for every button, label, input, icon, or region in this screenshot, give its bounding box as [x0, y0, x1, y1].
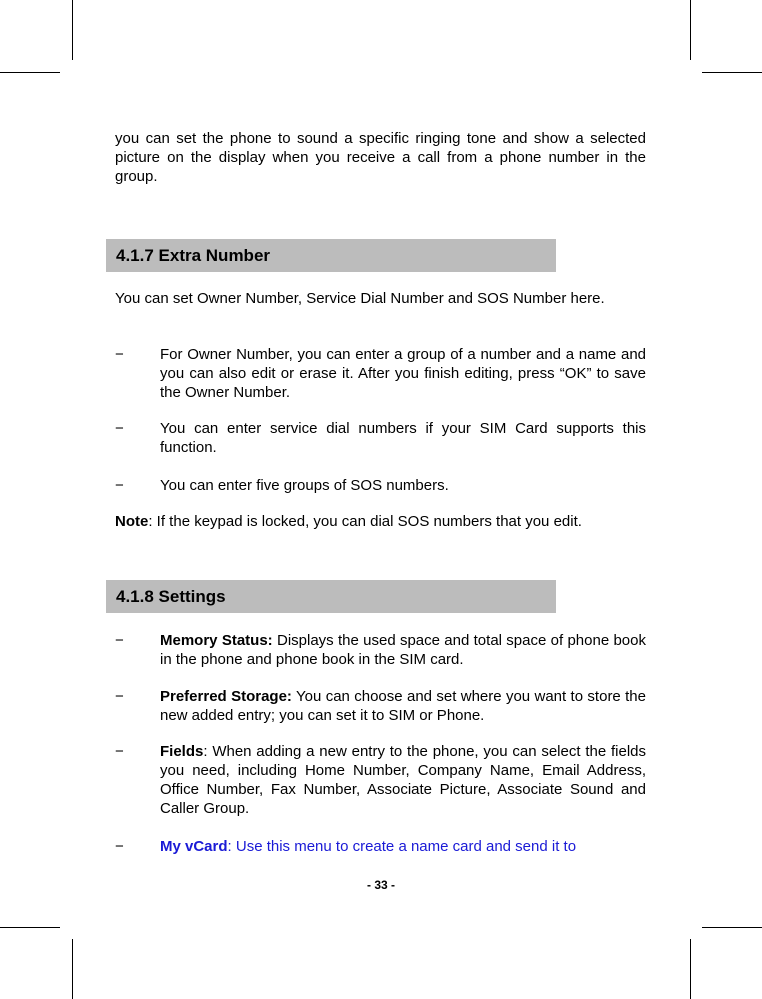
intro-paragraph: you can set the phone to sound a specific ringing tone and show a selected picture on the display when you receive a call from a phone number in the group.: [115, 130, 646, 185]
item-body: Displays the used space and total space of phone book in the phone and phone book in the SIM card.: [160, 632, 646, 668]
dash-bullet: −: [115, 477, 124, 494]
crop-mark: [702, 72, 762, 73]
note: [115, 512, 646, 531]
crop-mark: [0, 72, 60, 73]
item-body: : Use this menu to create a name card and send it to: [227, 838, 577, 855]
list-item: [115, 742, 646, 818]
crop-mark: [0, 927, 60, 928]
list-item: [115, 687, 646, 725]
dash-bullet: −: [115, 743, 124, 760]
crop-mark: [72, 0, 73, 60]
list-item: [115, 345, 646, 402]
list-item: [115, 476, 646, 495]
dash-bullet: −: [115, 420, 124, 437]
dash-bullet: −: [115, 632, 124, 649]
list-item-text: You can enter service dial numbers if your SIM Card supports this function.: [160, 420, 646, 456]
crop-mark: [690, 0, 691, 60]
crop-mark: [72, 939, 73, 999]
list-item-text: [160, 742, 646, 818]
dash-bullet: −: [115, 346, 124, 363]
dash-bullet: −: [115, 838, 124, 855]
list-item-text: [160, 837, 646, 856]
section-paragraph: You can set Owner Number, Service Dial Number and SOS Number here.: [115, 290, 605, 307]
section-heading-extra-number: 4.1.7 Extra Number: [106, 239, 556, 272]
item-label: Fields: [160, 743, 204, 760]
item-label: Memory Status:: [160, 632, 273, 649]
list-item: [115, 631, 646, 669]
page-number: - 33 -: [366, 878, 395, 892]
list-item-text: [160, 687, 646, 725]
item-body: : When adding a new entry to the phone, you can select the fields you need, including Home Number, Company Name, Email Address, Office Number, Fax Number, Associate Picture, Associate Sound and Caller Group.: [160, 743, 646, 817]
list-item-text: [160, 631, 646, 669]
note-label: Note: [115, 513, 149, 530]
note-text: : If the keypad is locked, you can dial SOS numbers that you edit.: [148, 513, 582, 530]
dash-bullet: −: [115, 688, 124, 705]
list-item-text: You can enter five groups of SOS numbers.: [160, 477, 449, 494]
list-item: [115, 419, 646, 457]
item-body: You can choose and set where you want to store the new added entry; you can set it to SIM or Phone.: [160, 688, 646, 724]
item-label: My vCard: [160, 838, 228, 855]
list-item-text: For Owner Number, you can enter a group of a number and a name and you can also edit or erase it. After you finish editing, press “OK” to save the Owner Number.: [160, 346, 646, 401]
list-item: [115, 837, 646, 856]
crop-mark: [702, 927, 762, 928]
crop-mark: [690, 939, 691, 999]
item-label: Preferred Storage:: [160, 688, 292, 705]
section-heading-settings: 4.1.8 Settings: [106, 580, 556, 613]
